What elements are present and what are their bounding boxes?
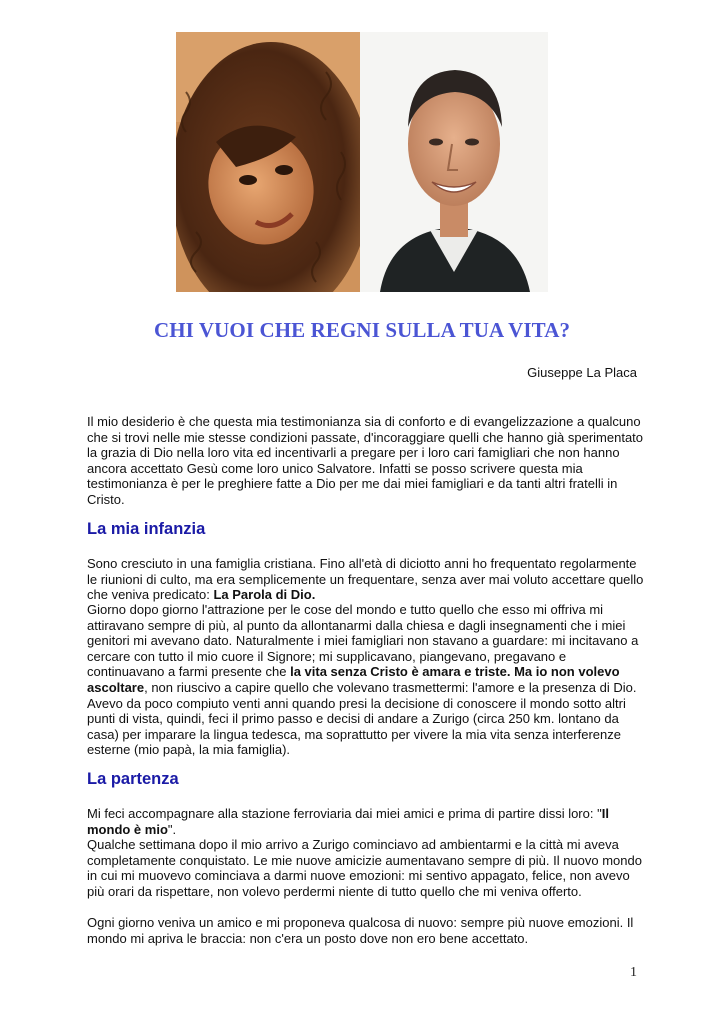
author-name: Giuseppe La Placa: [527, 365, 637, 380]
infanzia-p2-text-b: , non riuscivo a capire quello che volevano trasmettermi: l'amore e la presenza di Dio. Avevo da poco compiuto venti anni quando presi la decisione di conoscere il mondo sotto altri punti di vista, quindi, feci il primo passo e decisi di andare a Zurigo (circa 250 km. lontano da casa) per imparare la lingua tedesca, ma soprattutto per vivere la mia vita senza interferenze esterne (mio papà, la mia famiglia).: [87, 679, 637, 758]
photo-man-smiling: [360, 32, 548, 292]
section-heading-partenza: La partenza: [87, 770, 179, 788]
infanzia-p1-bold: La Parola di Dio.: [213, 587, 316, 603]
partenza-paragraph-3: Ogni giorno veniva un amico e mi proponeva qualcosa di nuovo: sempre più nuove emozioni. Il mondo mi apriva le braccia: non c'era un posto dove non ero bene accettato.: [87, 915, 634, 946]
page-title: CHI VUOI CHE REGNI SULLA TUA VITA?: [153, 318, 571, 342]
page-number: 1: [630, 965, 637, 980]
photo-woman-illustration: [176, 32, 360, 292]
infanzia-paragraph-1: [87, 556, 647, 603]
infanzia-p1-text: Sono cresciuto in una famiglia cristiana. Fino all'età di diciotto anni ho frequentato regolarmente le riunioni di culto, ma era semplicemente un frequentare, senza aver mai voluto accettare quello che veniva predicato:: [87, 556, 644, 603]
infanzia-p2-text-a: Giorno dopo giorno l'attrazione per le cose del mondo e tutto quello che esso mi offriva mi attiravano sempre di più, al punto da allontanarmi dalla chiesa e dagli insegnamenti che i miei genitori mi avevano dato. Naturalmente i miei famigliari non stavano a guardare: mi incitavano a cercare con tutto il mio cuore il Signore; mi supplicavano, piangevano, pregavano e continuavano a farmi presente che: [87, 602, 639, 680]
partenza-p1-bold: Il mondo è mio: [87, 806, 609, 837]
infanzia-p2-bold: la vita senza Cristo è amara e triste. Ma io non volevo ascoltare: [87, 664, 620, 695]
partenza-p1-end: ".: [167, 821, 177, 837]
infanzia-paragraph-2: [87, 602, 647, 758]
partenza-p1-text: Mi feci accompagnare alla stazione ferroviaria dai miei amici e prima di partire dissi loro: ": [87, 806, 602, 821]
intro-paragraph: Il mio desiderio è che questa mia testimonianza sia di conforto e di evangelizzazione a qualcuno che si trovi nelle mie stesse condizioni passate, d'incoraggiare quelli che hanno già sperimentato la grazia di Dio nella loro vita ed incentivarli a pregare per i loro cari famigliari che non hanno ancora accettato Gesù come loro unico Salvatore. Infatti se posso scrivere questa mia testimonianza è per le preghiere fatte a Dio per me dai miei famigliari e da tanti altri fratelli in Cristo.: [87, 414, 644, 507]
partenza-paragraph-2: Qualche settimana dopo il mio arrivo a Zurigo cominciavo ad ambientarmi e la città mi aveva completamente conquistato. Le mie nuove amicizie aumentavano sempre di più. Il nuovo mondo in cui mi muovevo cominciava a darmi nuove emozioni: mi sentivo appagato, felice, non avevo più orari da rispettare, non volevo perdermi niente di tutto quello che mi veniva offerto.: [87, 837, 642, 899]
section-heading-infanzia: La mia infanzia: [87, 520, 206, 538]
header-photos: [176, 32, 548, 292]
photo-man-illustration: [360, 32, 548, 292]
photo-woman-curly-hair: [176, 32, 360, 292]
partenza-paragraph-1: [87, 806, 647, 837]
